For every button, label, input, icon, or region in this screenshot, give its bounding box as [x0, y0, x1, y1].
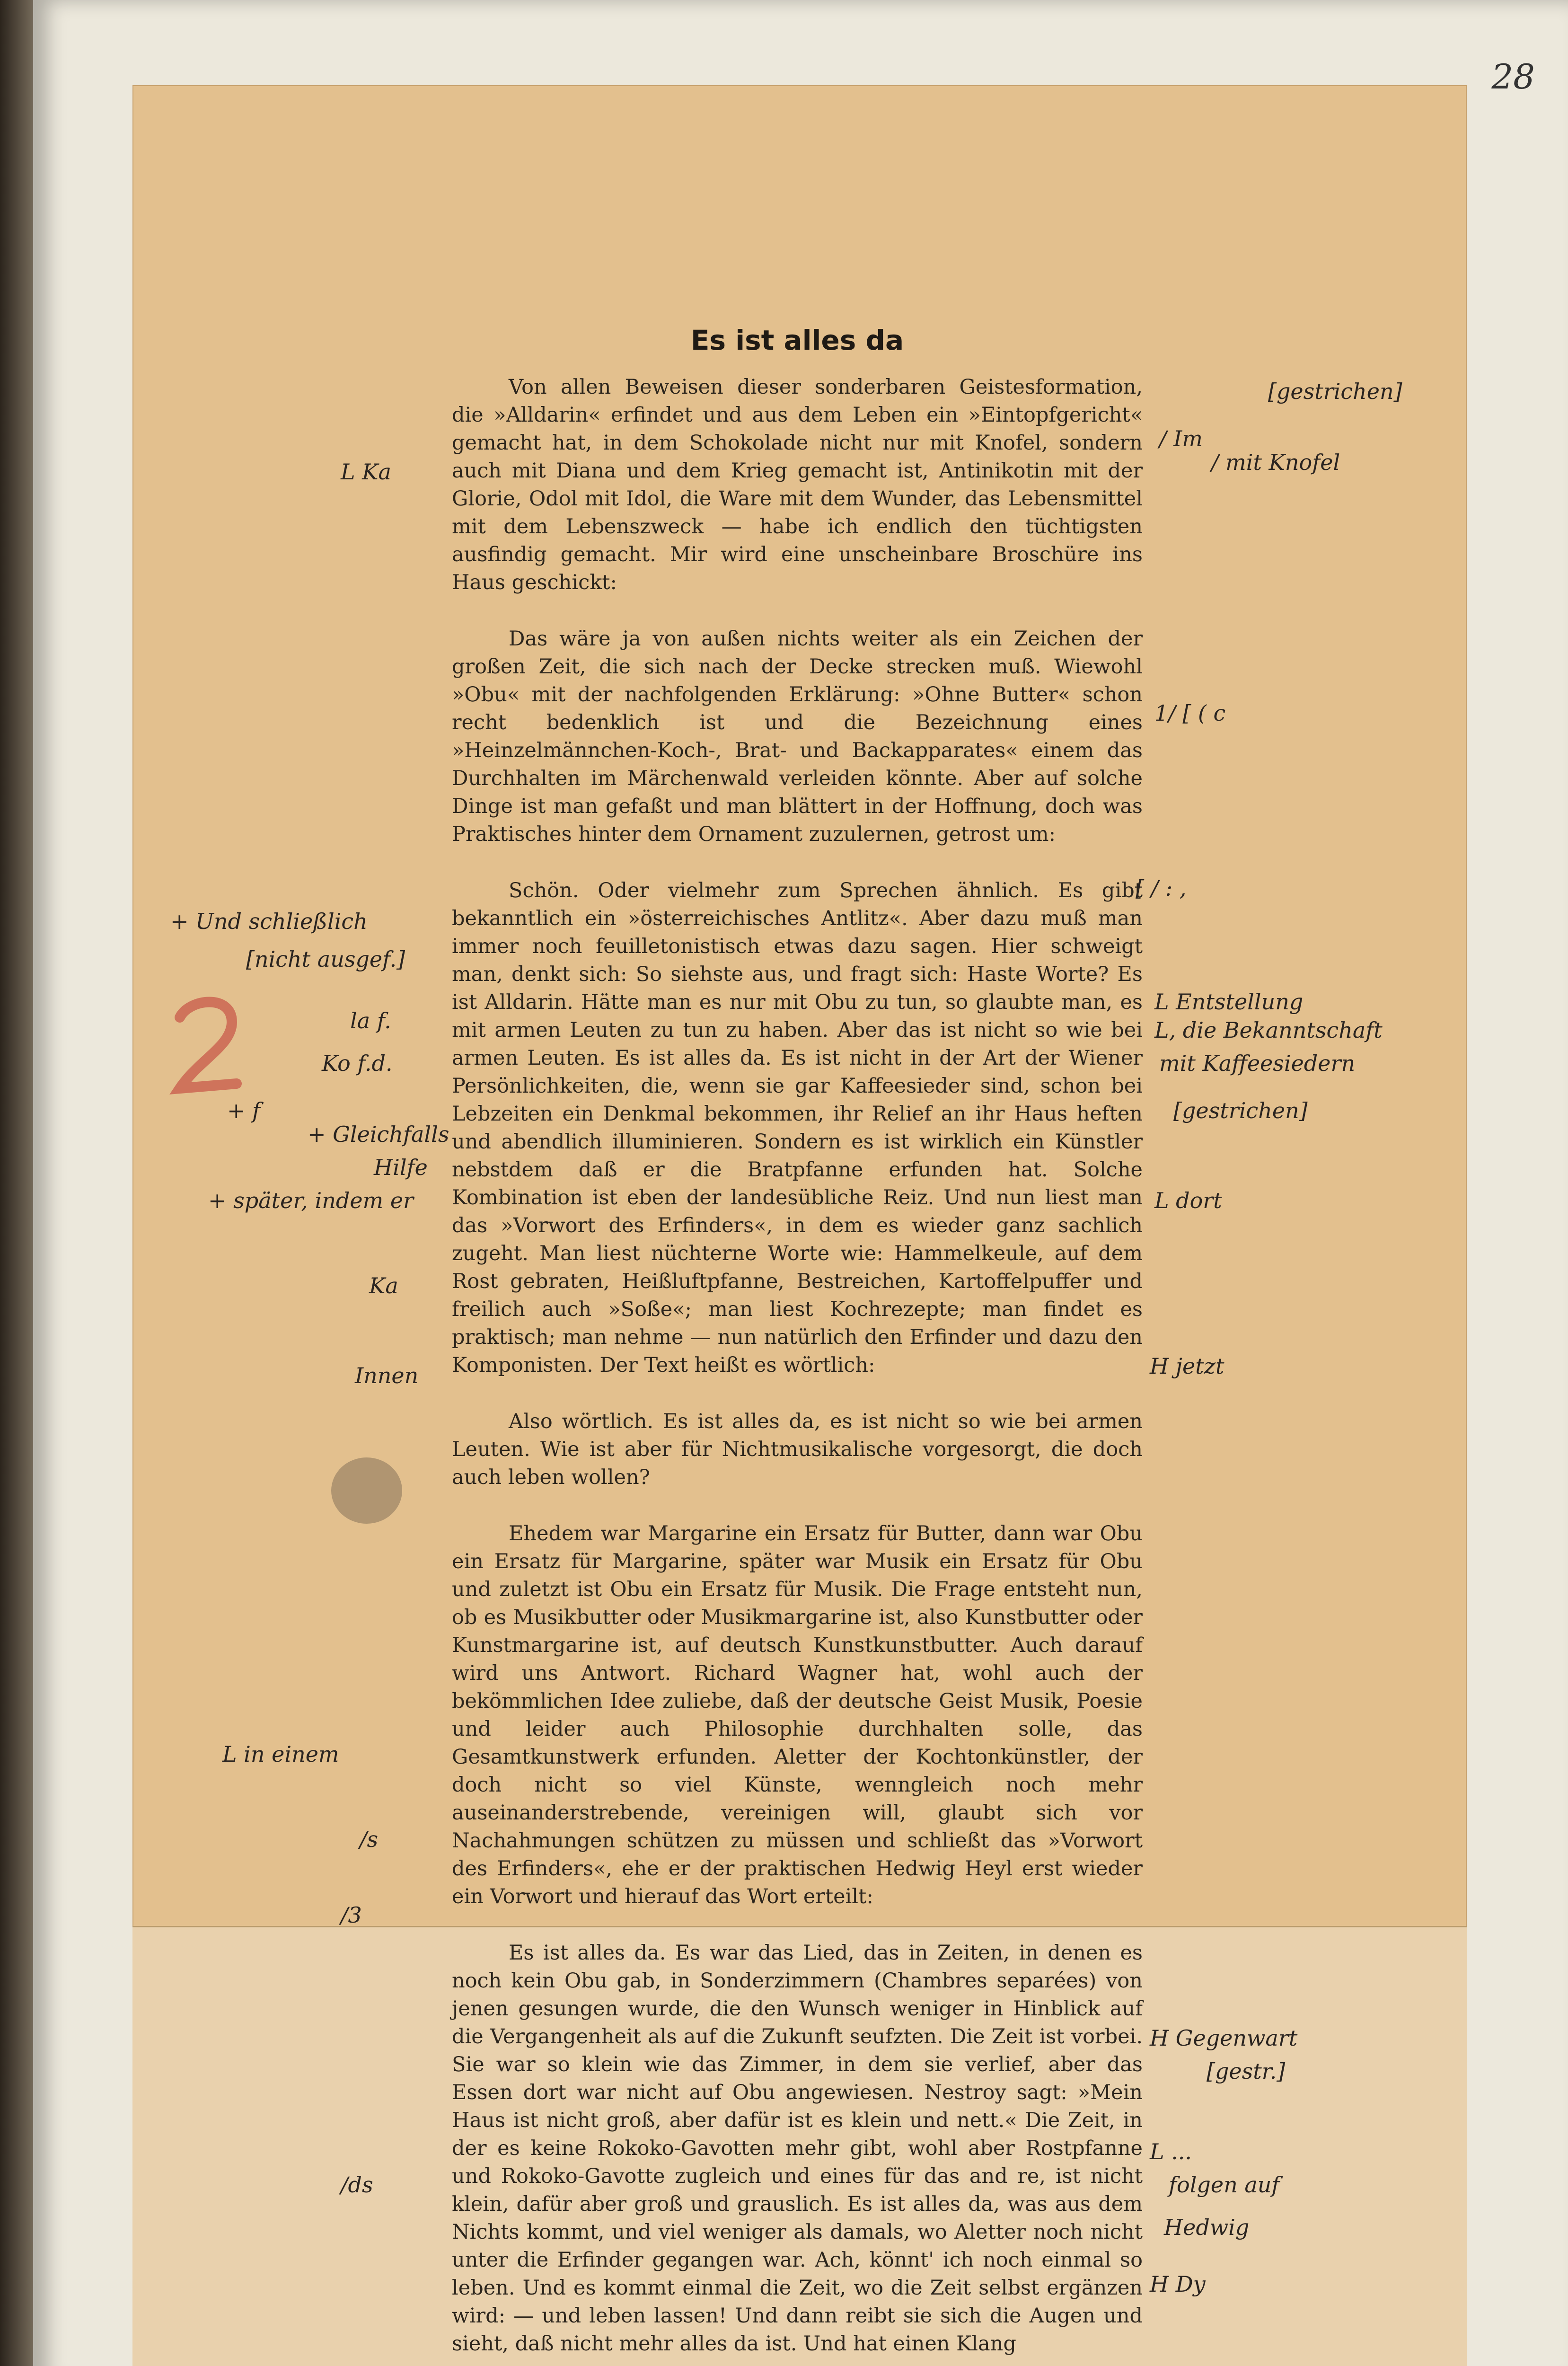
margin-note-right: folgen auf [1169, 2172, 1280, 2198]
margin-note-right: L ... [1150, 2139, 1192, 2164]
margin-note-right: / mit Knofel [1211, 450, 1340, 475]
article-paragraph: Das wäre ja von außen nichts weiter als ein Zeichen der großen Zeit, die sich nach der Decke strecken muß. Wiewohl »Obu« mit der nachfolgenden Erklärung: »Ohne Butter« schon recht bedenklich ist und die Bezeichnung eines »Heinzelmännchen-Koch-, Brat- und Backapparates« einem das Durchhalten im Märchenwald verleiden könnte. Aber auf solche Dinge ist man gefaßt und man blättert in der Hoffnung, doch was Praktisches hinter dem Ornament zuzulernen, getrost um: [452, 627, 1143, 846]
margin-note-right: H Dy [1150, 2271, 1206, 2297]
margin-note-right: 1/ [ ( c [1154, 700, 1226, 726]
ink-stain [331, 1457, 402, 1524]
margin-note-left: /s [360, 1827, 379, 1852]
article-paragraph: Es ist alles da. Es war das Lied, das in Zeiten, in denen es noch kein Obu gab, in Sonderzimmern (Chambres separées) von jenen gesungen wurde, die den Wunsch weniger in Hinblick auf die Vergangenheit als auf die Zukunft seufzten. Die Zeit ist vorbei. Sie war so klein wie das Zimmer, in dem sie verlief, aber das Essen dort war nicht auf Obu angewiesen. Nestroy sagt: »Mein Haus ist nicht groß, aber dafür ist es klein und nett.« Die Zeit, in der es keine Rokoko-Gavotten mehr gibt, wohl aber Rostpfanne und Rokoko-Gavotte zugleich und eines für das and re, ist nicht klein, dafür aber groß und grauslich. Es ist alles da, was aus dem Nichts kommt, und viel weniger als damals, wo Aletter noch nicht unter die Erfinder gegangen war. Ach, könnt' ich noch einmal so leben. Und es kommt einmal die Zeit, wo die Zeit selbst ergänzen wird: — und leben lassen! Und dann reibt sie sich die Augen und sieht, daß nicht mehr alles da ist. Und hat einen Klang [452, 1941, 1143, 2356]
red-crayon-mark [161, 989, 255, 1112]
margin-note-left: L Ka [341, 459, 391, 485]
margin-note-right: H jetzt [1150, 1353, 1224, 1379]
article-title: Es ist alles da [690, 324, 904, 356]
article-paragraph: Schön. Oder vielmehr zum Sprechen ähnlich. Es gibt bekanntlich ein »österreichisches Antlitz«. Aber dazu muß man immer noch feuilletonistisch etwas dazu sagen. Hier schweigt man, denkt sich: So siehste aus, und fragt sich: Haste Worte? Es ist Alldarin. Hätte man es nur mit Obu zu tun, so glaubte man, es mit armen Leuten zu tun zu haben. Aber das ist nicht so wie bei armen Leuten. Es ist alles da. Es ist nicht in der Art der Wiener Persönlichkeiten, die, wenn sie gar Kaffeesieder sind, schon bei Lebzeiten ein Denkmal bekommen, ihr Relief an ihr Haus heften und abendlich illuminieren. Sondern es ist wirklich ein Künstler nebstdem daß er die Bratpfanne erfunden hat. Solche Kombination ist eben der landesübliche Reiz. Und nun liest man das »Vorwort des Erfinders«, in dem es wieder ganz sachlich zugeht. Man liest nüchterne Worte wie: Hammelkeule, auf dem Rost gebraten, Heißluftpfanne, Bestreichen, Kartoffelpuffer und freilich auch »Soße«; man liest Kochrezepte; man findet es praktisch; man nehme — nun natürlich den Erfinder und dazu den Komponisten. Der Text heißt es wörtlich: [452, 879, 1143, 1377]
margin-note-left: Ko f.d. [322, 1051, 393, 1076]
margin-note-left: + Gleichfalls [308, 1121, 449, 1147]
margin-note-left: + später, indem er [208, 1188, 414, 1213]
margin-note-right: L dort [1154, 1188, 1222, 1213]
margin-note-left: + Und schließlich [170, 909, 368, 934]
article-paragraph: Ehedem war Margarine ein Ersatz für Butter, dann war Obu ein Ersatz für Margarine, später war Musik ein Ersatz für Obu und zuletzt ist Obu ein Ersatz für Musik. Die Frage entsteht nun, ob es Musikbutter oder Musikmargarine ist, also Kunstbutter oder Kunstmargarine ist, auf deutsch Kunstkunstbutter. Auch darauf wird uns Antwort. Richard Wagner hat, wohl auch der bekömmlichen Idee zuliebe, daß der deutsche Geist Musik, Poesie und leider auch Philosophie durchhalten solle, das Gesamtkunstwerk erfunden. Aletter der Kochtonkünstler, der doch nicht so viel Künste, wenngleich noch mehr auseinanderstrebende, vereinigen will, glaubt sich vor Nachahmungen schützen zu müssen und schließt das »Vorwort des Erfinders«, ehe er der praktischen Hedwig Heyl erst wieder ein Vorwort und hierauf das Wort erteilt: [452, 1522, 1143, 1908]
margin-note-right: Hedwig [1164, 2215, 1250, 2240]
margin-note-right: [gestrichen] [1268, 379, 1402, 404]
article-column [452, 324, 1143, 2366]
article-paragraph: Also wörtlich. Es ist alles da, es ist nicht so wie bei armen Leuten. Wie ist aber für Nichtmusikalische vorgesorgt, die doch auch leben wollen? [452, 1410, 1143, 1489]
margin-note-left: + f [227, 1098, 261, 1123]
margin-note-right: H Gegenwart [1150, 2025, 1298, 2051]
margin-note-right: [gestrichen] [1173, 1098, 1308, 1123]
margin-note-left: la f. [350, 1008, 391, 1033]
margin-note-right: L Entstellung [1154, 989, 1304, 1015]
margin-note-left: /ds [341, 2172, 373, 2198]
margin-note-left: Ka [369, 1273, 398, 1298]
folio-number: 28 [1491, 57, 1535, 97]
article-paragraph: Von allen Beweisen dieser sonderbaren Geistesformation, die »Alldarin« erfindet und aus dem Leben ein »Eintopfgericht« gemacht hat, in dem Schokolade nicht nur mit Knofel, sondern auch mit Diana und dem Krieg gemacht ist, Antinikotin mit der Glorie, Odol mit Idol, die Ware mit dem Wunder, das Lebensmittel mit dem Lebenszweck — habe ich endlich den tüchtigsten ausfindig gemacht. Mir wird eine unscheinbare Broschüre ins Haus geschickt: [452, 375, 1143, 594]
margin-note-right: [ / : , [1136, 875, 1187, 901]
margin-note-right: mit Kaffeesiedern [1159, 1051, 1356, 1076]
margin-note-right: / Im [1159, 426, 1203, 451]
margin-note-left: [nicht ausgef.] [246, 946, 405, 972]
margin-note-left: Hilfe [374, 1155, 428, 1180]
margin-note-left: /3 [341, 1902, 362, 1928]
margin-note-right: [gestr.] [1207, 2058, 1286, 2084]
margin-note-right: L, die Bekanntschaft [1154, 1017, 1383, 1043]
margin-note-left: L in einem [222, 1741, 339, 1767]
margin-note-left: Innen [355, 1363, 419, 1388]
